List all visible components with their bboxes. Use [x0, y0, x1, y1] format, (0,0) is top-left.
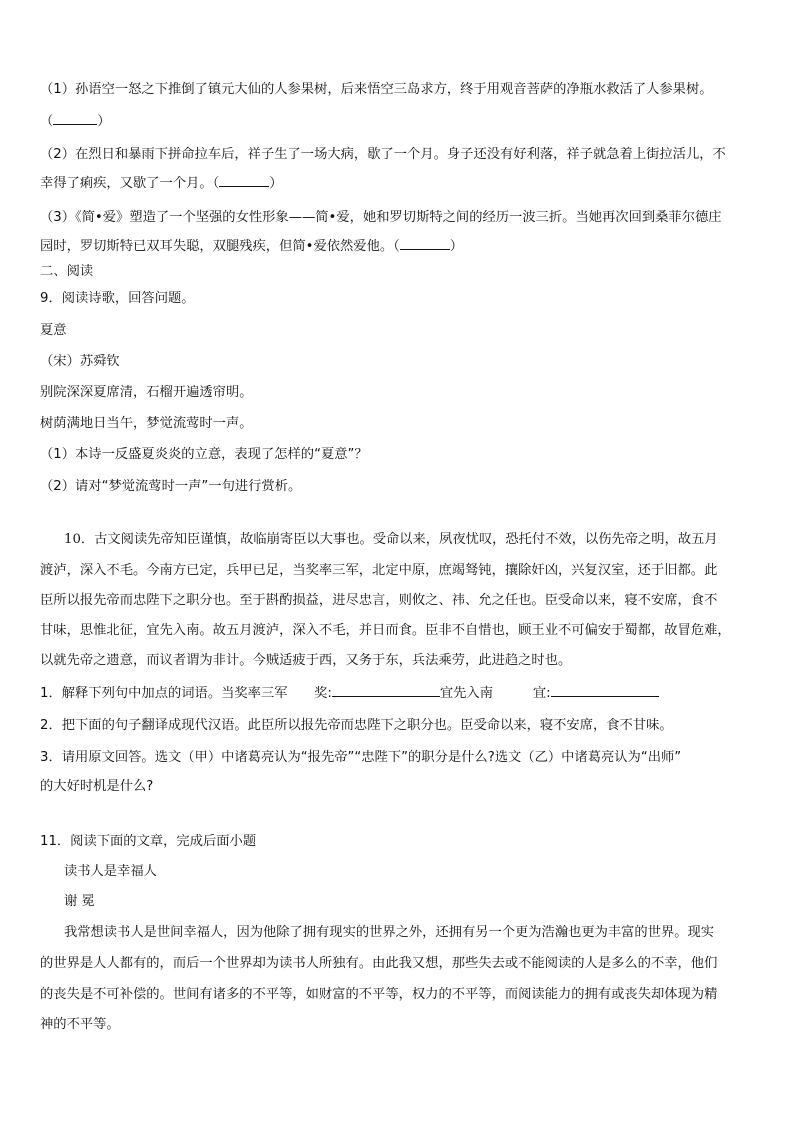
- q8-item-1-answer: [40, 112, 760, 132]
- article-paragraph-line-4: 神的不平等。: [40, 1017, 120, 1032]
- poem-line-2: 树荫满地日当午，梦觉流莺时一声。: [40, 416, 253, 431]
- q8-item-3-line-2: [40, 237, 760, 257]
- answer-blank[interactable]: [400, 237, 450, 250]
- q10-sub-question-3-line-2: 的大好时机是什么?: [40, 779, 154, 794]
- q8-item-2-text-cont: 幸得了痢疾，又歇了一个月。（: [40, 176, 220, 191]
- article-paragraph-line-3: 的丧失是不可补偿的。世间有诸多的不平等，如财富的不平等，权力的不平等，而阅读能力的拥有或丧失却体现为精: [40, 987, 718, 1002]
- q10-passage-line-2: 渡泸，深入不毛。今南方已定，兵甲已足，当奖率三军，北定中原，庶竭驽钝，攘除奸凶，兴复汉室，还于旧都。此: [40, 563, 718, 578]
- q10-passage-line-1: 10．古文阅读先帝知臣谨慎，故临崩寄臣以大事也。受命以来，夙夜忧叹，恐托付不效，以伤先帝之明，故五月: [64, 532, 718, 547]
- close-paren: ）: [97, 114, 111, 129]
- open-paren: （: [40, 114, 54, 129]
- section-heading-reading: 二、阅读: [40, 264, 94, 279]
- q11-prompt: 11．阅读下面的文章，完成后面小题: [40, 834, 257, 849]
- close-paren: ）: [269, 176, 283, 191]
- article-paragraph-line-2: 的世界是人人都有的，而后一个世界却为读书人所独有。由此我又想，那些失去或不能阅读的人是多么的不幸，他们: [40, 956, 718, 971]
- q8-item-2-line-2: [40, 174, 760, 194]
- answer-blank[interactable]: [53, 112, 97, 125]
- q8-item-1: [40, 80, 760, 100]
- q10-passage-line-4: 甘味，思惟北征，宜先入南。故五月渡泸，深入不毛，并日而食。臣非不自惜也，顾王业不可偏安于蜀都，故冒危难，: [40, 623, 731, 638]
- q9-prompt: 9．阅读诗歌，回答问题。: [40, 291, 195, 306]
- q8-item-3-line-1: [40, 208, 760, 228]
- q8-item-3-text: （3）《简•爱》塑造了一个坚强的女性形象——简•爱，她和罗切斯特之间的经历一波三折。当她再次回到桑菲尔德庄: [40, 210, 722, 225]
- q10-passage-line-3: 臣所以报先帝而忠陛下之职分也。至于斟酌损益，进尽忠言，则攸之、祎、允之任也。臣受命以来，寝不安席，食不: [40, 593, 718, 608]
- q10-passage-line-5: 以就先帝之遗意，而议者谓为非计。今贼适疲于西，又务于东，兵法乘劳，此进趋之时也。: [40, 653, 572, 668]
- answer-blank[interactable]: [219, 174, 269, 187]
- poem-line-1: 别院深深夏席清，石榴开遍透帘明。: [40, 385, 253, 400]
- q8-item-3-text-cont: 园时，罗切斯特已双耳失聪，双腿残疾，但简•爱依然爱他。（: [40, 239, 400, 254]
- poem-title: 夏意: [40, 323, 67, 338]
- q10-sub-1-text-cont: 宜先入南 宜:: [439, 686, 551, 701]
- article-title: 读书人是幸福人: [64, 864, 157, 879]
- q9-sub-question-2: （2）请对“梦觉流莺时一声”一句进行赏析。: [40, 479, 302, 494]
- article-author: 谢 冕: [64, 894, 95, 909]
- q8-item-1-text: （1）孙语空一怒之下推倒了镇元大仙的人参果树，后来悟空三岛求方，终于用观音菩萨的净瓶水救活了人参果树。: [40, 82, 713, 97]
- answer-blank[interactable]: [551, 684, 659, 697]
- answer-blank[interactable]: [332, 684, 440, 697]
- q10-sub-question-2: 2．把下面的句子翻译成现代汉语。此臣所以报先帝而忠陛下之职分也。臣受命以来，寝不安席，食不甘味。: [40, 718, 673, 733]
- q8-item-2-line-1: [40, 145, 760, 165]
- q10-sub-question-3-line-1: 3．请用原文回答。选文（甲）中诸葛亮认为“报先帝”“忠陛下”的职分是什么?选文（乙）中诸葛亮认为“出师”: [40, 750, 682, 765]
- q9-sub-question-1: （1）本诗一反盛夏炎炎的立意，表现了怎样的“夏意”？: [40, 447, 368, 462]
- q10-sub-question-1: [40, 684, 760, 704]
- q10-sub-1-text: 1．解释下列句中加点的词语。当奖率三军 奖:: [40, 686, 332, 701]
- close-paren: ）: [449, 239, 464, 254]
- q8-item-2-text: （2）在烈日和暴雨下拼命拉车后，祥子生了一场大病，歇了一个月。身子还没有好利落，祥子就急着上街拉活儿，不: [40, 147, 726, 162]
- poem-author: （宋）苏舜钦: [40, 354, 120, 369]
- article-paragraph-line-1: 我常想读书人是世间幸福人，因为他除了拥有现实的世界之外，还拥有另一个更为浩瀚也更为丰富的世界。现实: [64, 925, 715, 940]
